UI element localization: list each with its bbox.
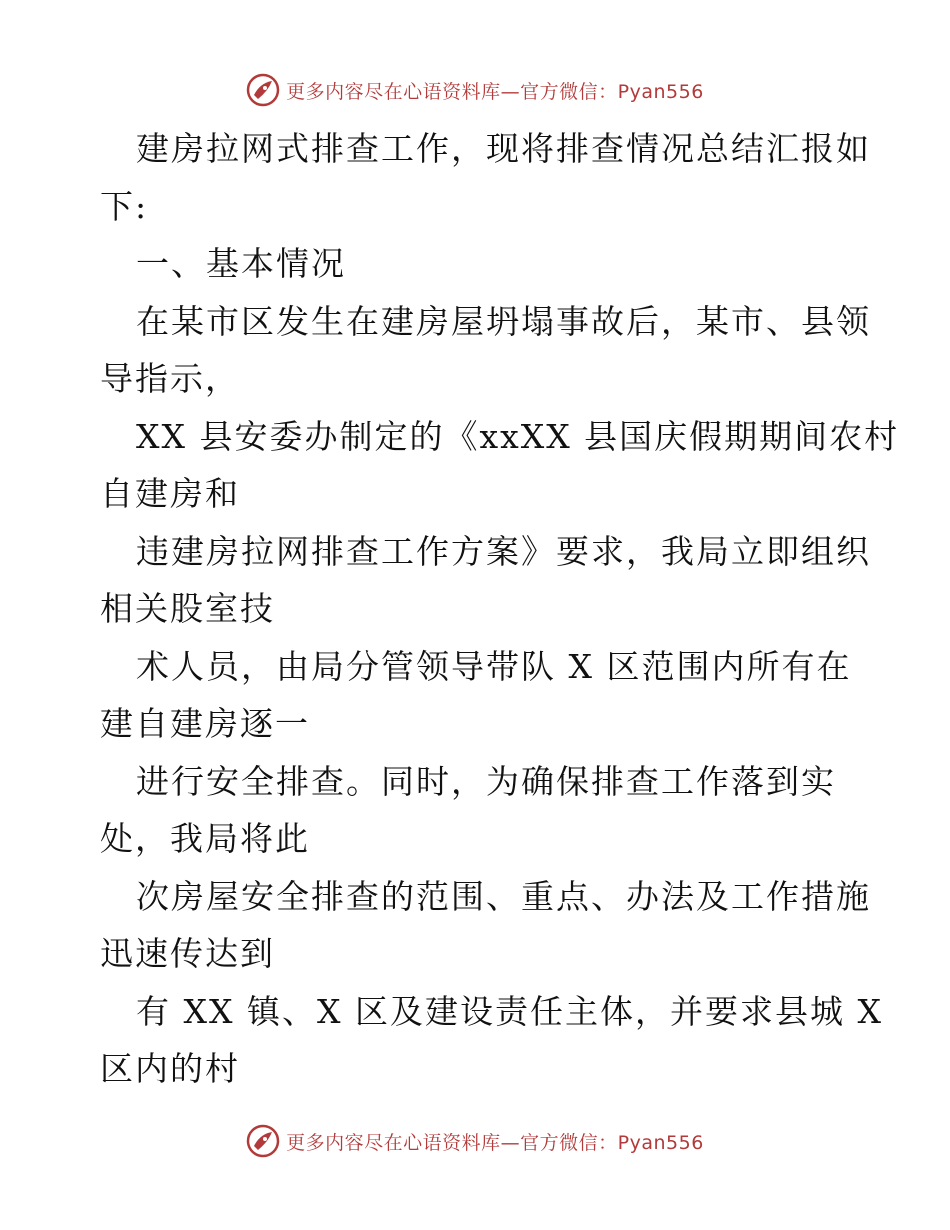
body-line: 术人员，由局分管领导带队 X 区范围内所有在 — [136, 646, 852, 686]
footer-watermark-banner — [0, 1121, 950, 1161]
header-watermark-banner — [0, 70, 950, 110]
document-body — [100, 120, 900, 1098]
body-line: 进行安全排查。同时，为确保排查工作落到实 — [136, 761, 836, 801]
body-line: 次房屋安全排查的范围、重点、办法及工作措施 — [136, 876, 871, 916]
body-line: 在某市区发生在建房屋坍塌事故后，某市、县领 — [136, 301, 871, 341]
header-banner-text: 更多内容尽在心语资料库—官方微信：Pyan556 — [286, 80, 704, 103]
body-line: 相关股室技 — [100, 589, 275, 628]
pen-nib-logo-icon — [246, 73, 280, 107]
body-line: XX 县安委办制定的《xxXX 县国庆假期期间农村 — [136, 416, 900, 456]
body-line: 下: — [100, 186, 149, 226]
body-line: 有 XX 镇、X 区及建设责任主体，并要求县城 X — [136, 991, 883, 1031]
body-line: 处，我局将此 — [100, 819, 310, 858]
body-line: 迅速传达到 — [100, 934, 275, 973]
body-line: 导指示， — [100, 359, 240, 398]
body-line: 建自建房逐一 — [100, 704, 310, 743]
body-line: 区内的村 — [100, 1049, 240, 1088]
pen-nib-logo-icon — [246, 1124, 280, 1158]
footer-banner-text: 更多内容尽在心语资料库—官方微信：Pyan556 — [286, 1131, 704, 1154]
body-line: 违建房拉网排查工作方案》要求，我局立即组织 — [136, 531, 871, 571]
body-line: 建房拉网式排查工作，现将排查情况总结汇报如 — [136, 129, 871, 168]
body-line: 自建房和 — [100, 474, 240, 513]
section-heading: 一、基本情况 — [136, 244, 346, 283]
